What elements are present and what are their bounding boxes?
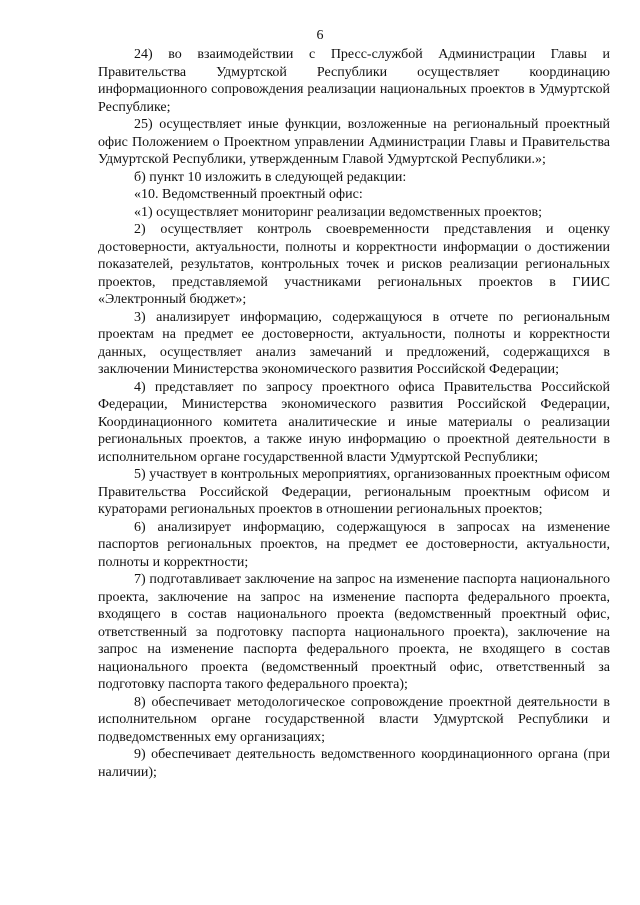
paragraph-item-2: 2) осуществляет контроль своевременности представления и оценку достоверности, актуальности, полноты и корректности информации о достижении показателей, результатов, контрольных точек и рисков реализации региональных проектов, представляемой участниками региональных проектов в ГИИС «Электронный бюджет»; [98, 222, 610, 307]
paragraph-item-5: 5) участвует в контрольных мероприятиях, организованных проектным офисом Правительства Российской Федерации, региональным проектным офисом и кураторами региональных проектов в отношении региональных проектов; [98, 467, 610, 517]
document-body [98, 46, 610, 781]
paragraph-item-4: 4) представляет по запросу проектного офиса Правительства Российской Федерации, Министерства экономического развития Российской Федерации, Координационного комитета аналитические и иные материалы о реализации региональных проектов, а также иную информацию о проектной деятельности в исполнительном органе государственной власти Удмуртской Республики; [98, 379, 610, 465]
paragraph-item-8: 8) обеспечивает методологическое сопровождение проектной деятельности в исполнительном органе государственной власти Удмуртской Республики и подведомственных ему организациях; [98, 694, 610, 745]
paragraph-subpoint-b: б) пункт 10 изложить в следующей редакции: [134, 169, 407, 185]
paragraph-item-7: 7) подготавливает заключение на запрос на изменение паспорта национального проекта, заключение на запрос на изменение паспорта федерального проекта, входящего в состав национального проекта (ведомственный проектный офис, ответственный за подготовку паспорта национального проекта), заключение на запрос на изменение паспорта федерального проекта, не входящего в состав национального проекта (ведомственный проектный офис, ответственный за подготовку паспорта такого федерального проекта); [98, 572, 610, 692]
paragraph-item-9: 9) обеспечивает деятельность ведомственного координационного органа (при наличии); [98, 747, 610, 780]
paragraph-item-3: 3) анализирует информацию, содержащуюся в отчете по региональным проектам на предмет ее достоверности, актуальности, полноты и корректности данных, осуществляет анализ замечаний и предложений, содержащихся в заключении Министерства экономического развития Российской Федерации; [98, 309, 610, 377]
paragraph-item-6: 6) анализирует информацию, содержащуюся в запросах на изменение паспортов региональных проектов, на предмет ее достоверности, актуальности, полноты и корректности; [98, 519, 610, 570]
paragraph-item-25: 25) осуществляет иные функции, возложенные на региональный проектный офис Положением о Проектном управлении Администрации Главы и Правительства Удмуртской Республики, утвержденным Главой Удмуртской Республики.»; [98, 117, 610, 167]
paragraph-item-1: «1) осуществляет мониторинг реализации ведомственных проектов; [134, 204, 542, 220]
paragraph-item-24: 24) во взаимодействии с Пресс-службой Администрации Главы и Правительства Удмуртской Республики осуществляет координацию информационного сопровождения реализации национальных проектов в Удмуртской Республике; [98, 47, 610, 115]
paragraph-point-10-heading: «10. Ведомственный проектный офис: [134, 187, 363, 202]
page-number: 6 [316, 28, 324, 43]
